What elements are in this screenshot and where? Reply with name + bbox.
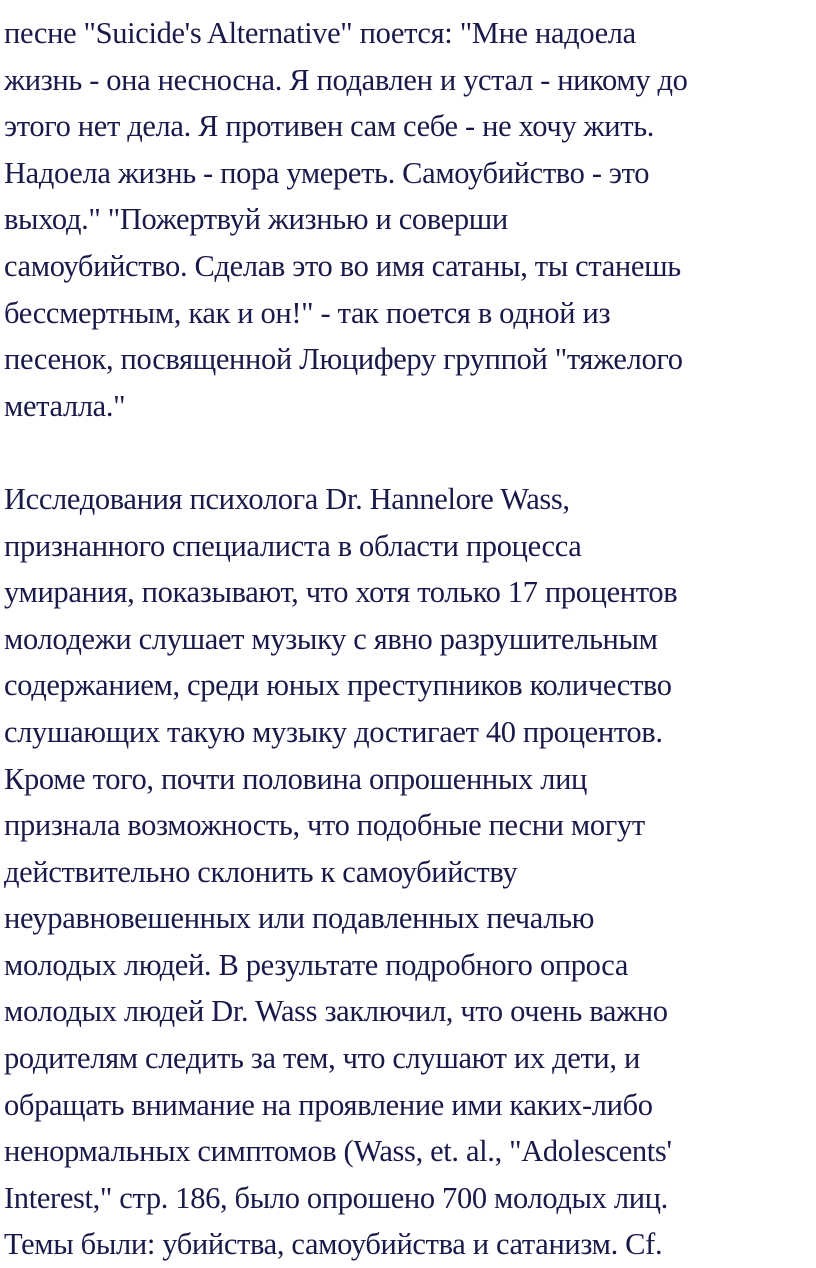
text-line: признала возможность, что подобные песни могут bbox=[4, 808, 645, 843]
text-line: песенок, посвященной Люциферу группой "тяжелого bbox=[4, 342, 683, 377]
text-line: Исследования психолога Dr. Hannelore Wass, bbox=[4, 481, 570, 516]
text-line: Темы были: убийства, самоубийства и сатанизм. Cf. bbox=[4, 1227, 663, 1262]
text-line: жизнь - она несносна. Я подавлен и устал - никому до bbox=[4, 62, 688, 97]
text-line: выход." "Пожертвуй жизнью и соверши bbox=[4, 202, 508, 237]
paragraph-wass-research bbox=[4, 476, 812, 1268]
text-line: песне "Suicide's Alternative" поется: "Мне надоела bbox=[4, 16, 636, 50]
text-line: действительно склонить к самоубийству bbox=[4, 854, 518, 889]
text-line: самоубийство. Сделав это во имя сатаны, ты станешь bbox=[4, 248, 681, 283]
text-line: родителям следить за тем, что слушают их дети, и bbox=[4, 1041, 640, 1076]
text-line: этого нет дела. Я противен сам себе - не хочу жить. bbox=[4, 109, 655, 144]
text-line: ненормальных симптомов (Wass, et. al., "Adolescents' bbox=[4, 1134, 672, 1169]
text-line: Кроме того, почти половина опрошенных лиц bbox=[4, 761, 588, 796]
text-line: молодежи слушает музыку с явно разрушительным bbox=[4, 621, 658, 656]
text-line: металла." bbox=[4, 388, 126, 423]
text-line: обращать внимание на проявление ими каких-либо bbox=[4, 1087, 653, 1122]
text-line: бессмертным, как и он!" - так поется в одной из bbox=[4, 295, 611, 330]
paragraph-song-lyrics bbox=[4, 10, 812, 429]
text-line: содержанием, среди юных преступников количество bbox=[4, 668, 672, 703]
paragraph-spacer bbox=[4, 429, 812, 476]
document-body bbox=[4, 10, 812, 1268]
text-line: молодых людей. В результате подробного опроса bbox=[4, 947, 629, 982]
text-line: признанного специалиста в области процесса bbox=[4, 528, 582, 563]
text-line: неуравновешенных или подавленных печалью bbox=[4, 901, 595, 936]
text-line: умирания, показывают, что хотя только 17 процентов bbox=[4, 575, 678, 610]
text-line: молодых людей Dr. Wass заключил, что очень важно bbox=[4, 994, 668, 1029]
text-line: Interest," стр. 186, было опрошено 700 молодых лиц. bbox=[4, 1180, 668, 1215]
text-line: Надоела жизнь - пора умереть. Самоубийство - это bbox=[4, 155, 650, 190]
text-line: слушающих такую музыку достигает 40 процентов. bbox=[4, 714, 663, 749]
